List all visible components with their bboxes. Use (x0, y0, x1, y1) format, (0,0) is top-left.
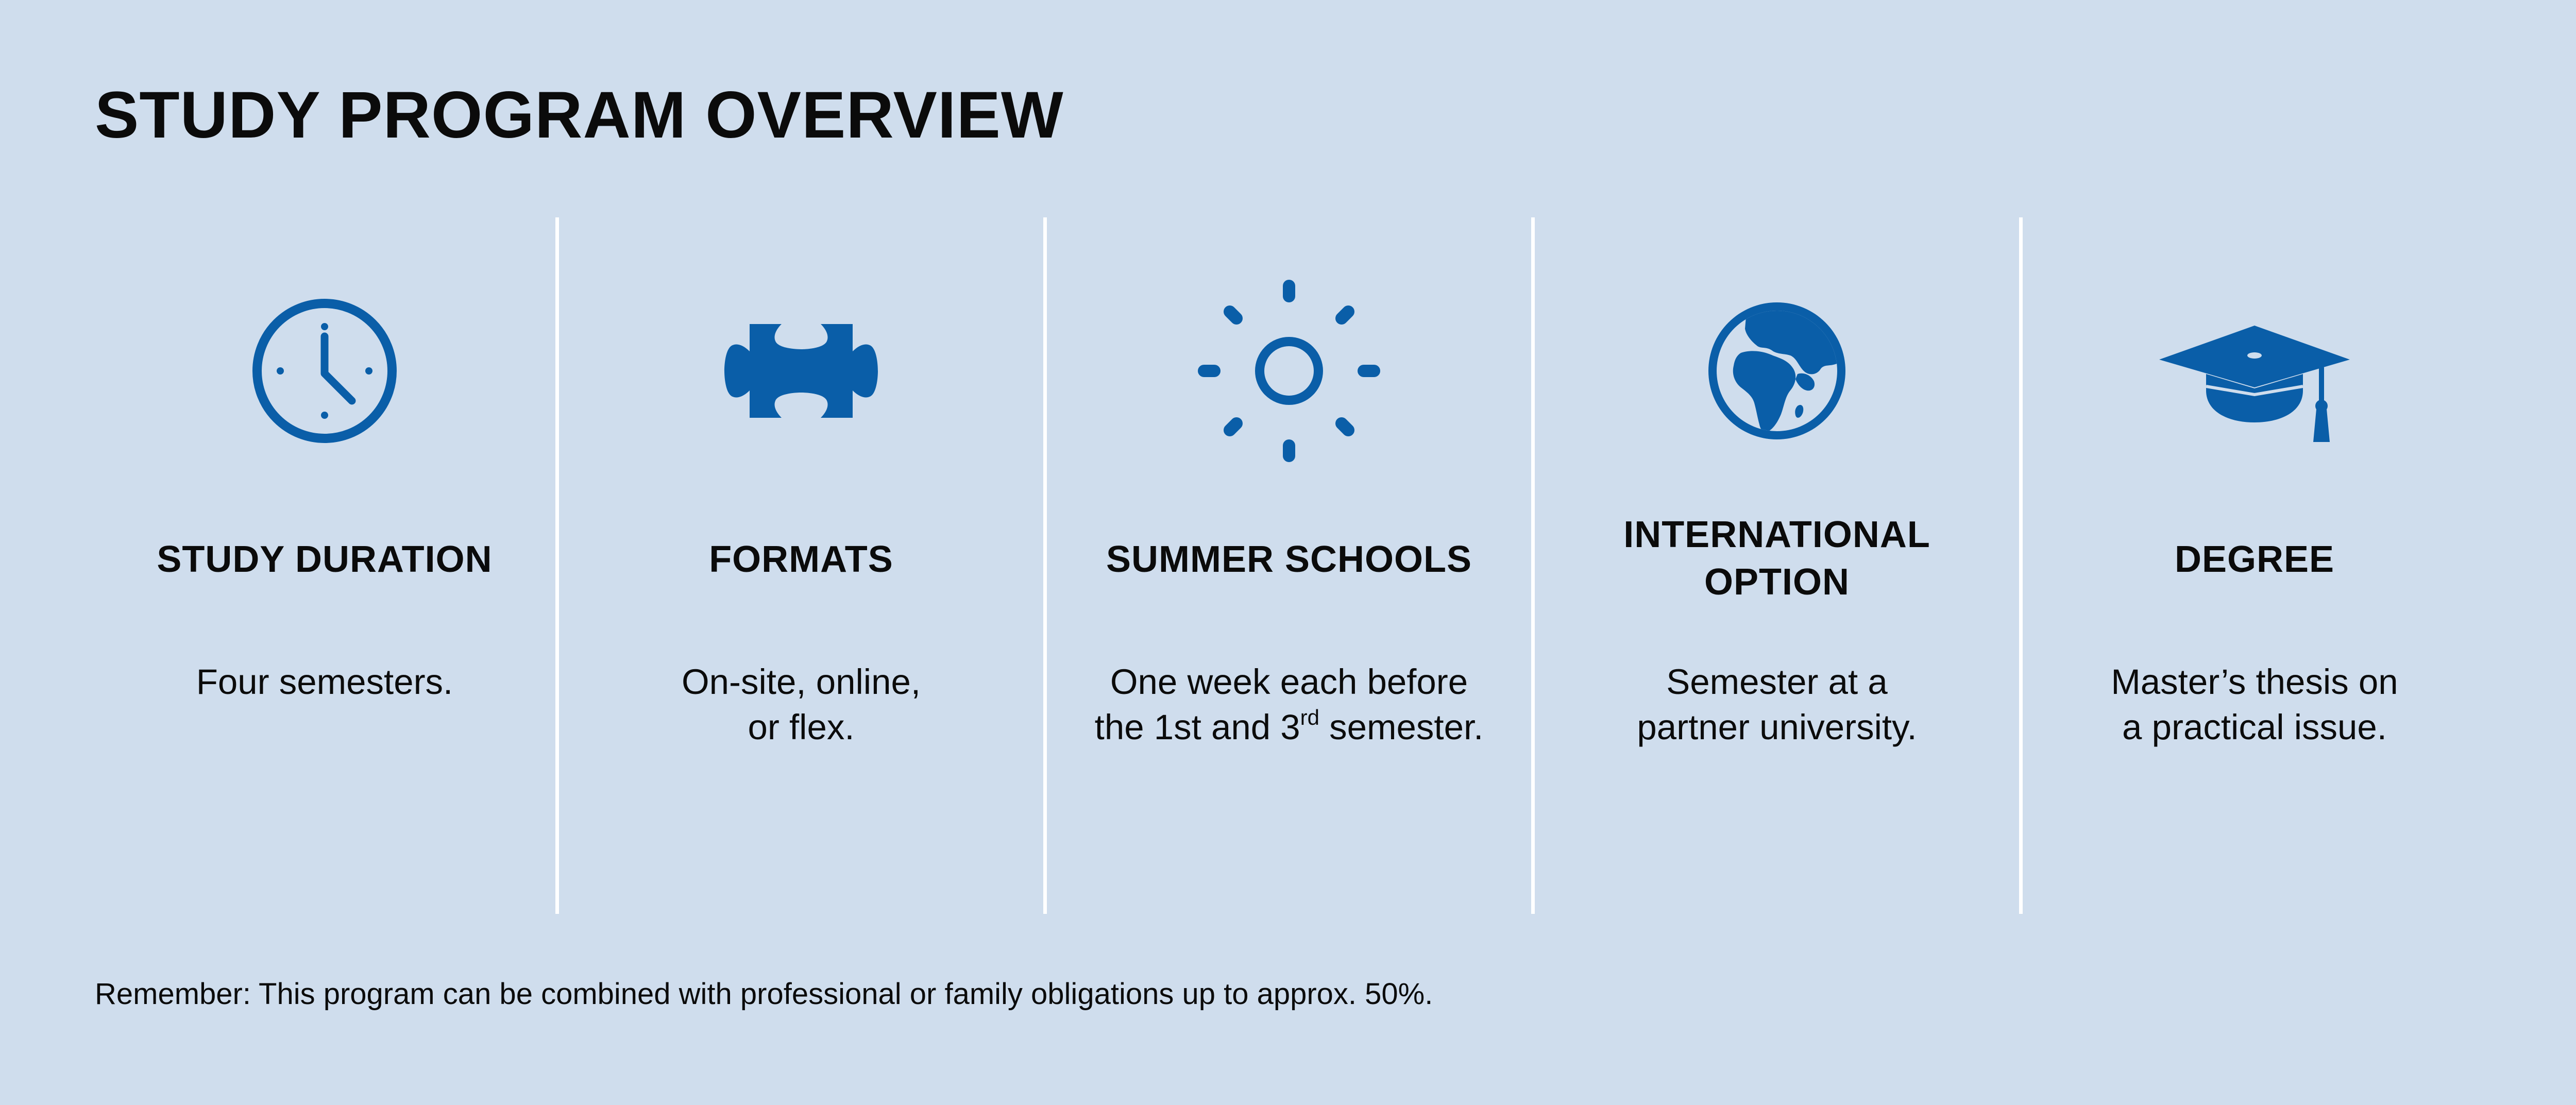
overview-item-formats (559, 216, 1043, 917)
item-description: One week each before the 1st and 3rd semester. (1094, 662, 1484, 747)
clock-icon (222, 268, 428, 474)
item-heading: DEGREE (2174, 539, 2335, 580)
item-heading: FORMATS (709, 539, 893, 580)
column-divider (1043, 217, 1047, 914)
graduation-cap-icon (2151, 268, 2358, 474)
overview-item-study-duration (67, 216, 582, 917)
overview-item-international-option (1535, 216, 2019, 917)
column-divider (1531, 217, 1535, 914)
item-description: On-site, online, or flex. (681, 662, 921, 747)
overview-item-degree (2023, 216, 2486, 917)
footnote: Remember: This program can be combined with professional or family obligations up to approx. 50%. (95, 977, 1433, 1011)
sun-icon (1186, 268, 1392, 474)
column-divider (555, 217, 559, 914)
item-description: Master’s thesis on a practical issue. (2111, 662, 2398, 747)
item-heading: STUDY DURATION (157, 539, 493, 580)
overview-item-summer-schools (1047, 216, 1531, 917)
item-heading: INTERNATIONAL OPTION (1623, 514, 1930, 603)
page-title: STUDY PROGRAM OVERVIEW (95, 78, 1064, 152)
item-heading: SUMMER SCHOOLS (1106, 539, 1472, 580)
column-divider (2019, 217, 2023, 914)
globe-icon (1674, 268, 1880, 474)
item-description: Four semesters. (196, 662, 453, 702)
puzzle-piece-icon (698, 268, 904, 474)
item-description: Semester at a partner university. (1637, 662, 1917, 747)
